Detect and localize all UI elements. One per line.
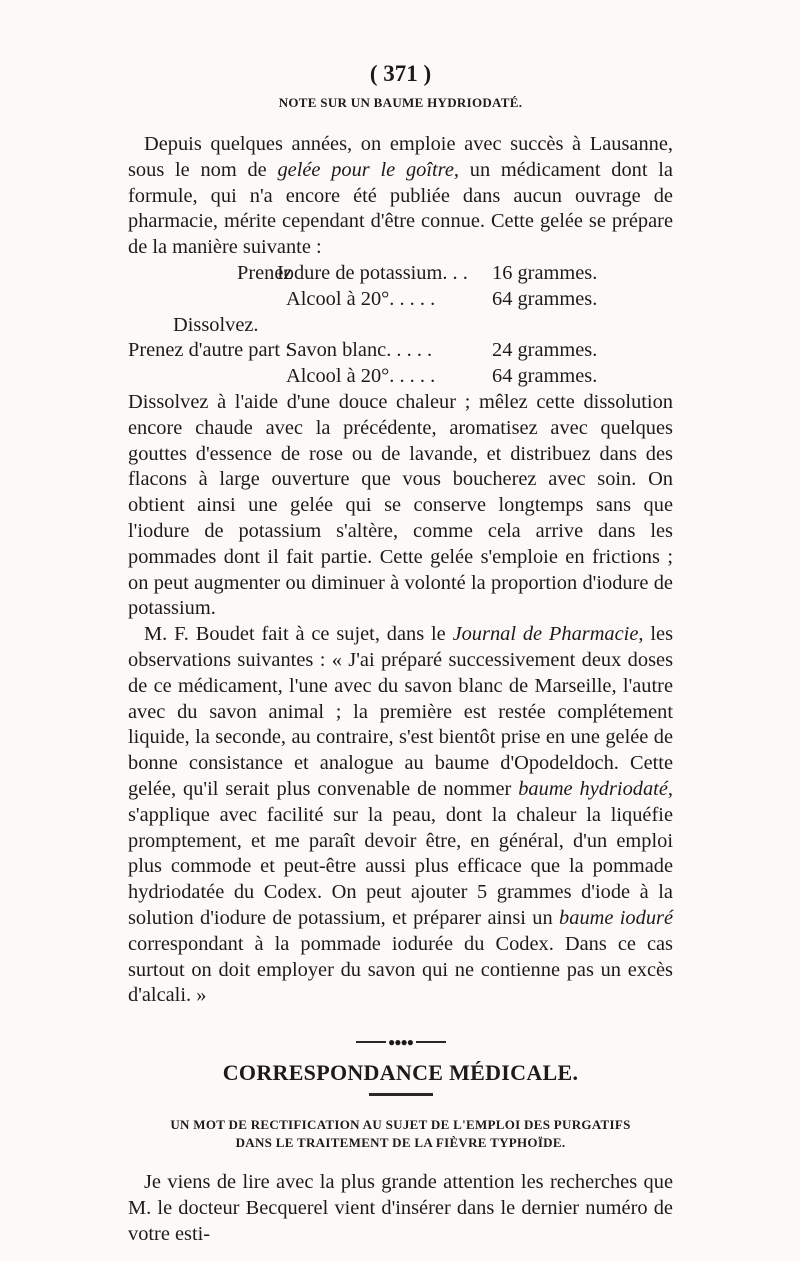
recipe-label: Dissolvez. [173,313,259,336]
baume-iodure-italic: baume ioduré [559,906,673,929]
journal-name-italic: Journal de Pharmacie [452,623,639,646]
recipe-ingredient: Savon blanc. . . . . [286,339,433,362]
recipe-quantity: 24 grammes. [492,339,598,362]
paragraph-boudet-text-d: correspondant à la pommade iodurée du Codex. Dans ce cas surtout on doit employer du savon qui ne contienne pas un excès d'alcali. » [128,932,673,1007]
recipe-row [128,287,673,313]
recipe-label: Prenez [237,261,293,284]
baume-hydriodate-italic: baume hydriodaté [518,777,668,800]
paragraph-boudet-text-b: , les observations suivantes : « J'ai préparé successivement deux doses de ce médicament, l'une avec du savon blanc de Marseille, l'autre avec du savon animal ; la première est restée complétement liquide, la seconde, au contraire, s'est bientôt prise en une gelée de bonne consistance et analogue au baume d'Opodeldoch. Cette gelée, qu'il serait plus convenable de nommer [128,623,673,800]
remedy-name-italic: gelée pour le goître [277,158,454,181]
recipe-row [128,313,673,339]
recipe-ingredient: Alcool à 20°. . . . . [286,365,436,388]
recipe-label: Prenez d'autre part : [128,339,291,362]
paragraph-preparation: Dissolvez à l'aide d'une douce chaleur ; mêlez cette dissolution encore chaude avec la précédente, aromatisez avec quelques gouttes d'essence de rose ou de lavande, et distribuez dans des flacons à large ouverture que vous boucherez avec soin. On obtient ainsi une gelée qui se conserve longtemps sans que l'iodure de potassium s'altère, comme cela arrive dans les pommades dont il fait partie. Cette gelée s'emploie en frictions ; on peut augmenter ou diminuer à volonté la proportion d'iodure de potassium. [128,390,673,620]
page-number: ( 371 ) [369,61,432,86]
recipe-row [128,364,673,390]
recipe-row [128,261,673,287]
paragraph-intro-text-a: Depuis quelques années, on emploie avec succès à Lausanne, sous le nom de [128,133,673,181]
recipe-label [128,364,286,390]
paragraph-boudet [128,622,673,1009]
recipe-block [128,261,673,390]
section-rule [369,1093,433,1096]
paragraph-boudet-text-c: , s'applique avec facilité sur la peau, dont la chaleur la liquéfie promptement, et me paraît devoir être, en général, d'un emploi plus commode et peut-être aussi plus efficace que la pommade hydriodatée du Codex. On peut ajouter 5 grammes d'iode à la solution d'iodure de potassium, et préparer ainsi un [128,777,673,929]
recipe-quantity: 64 grammes. [492,287,598,310]
article-subtitle [128,1116,673,1152]
recipe-ingredient: Iodure de potassium. . . [277,261,468,284]
recipe-ingredient: Alcool à 20°. . . . . [286,287,436,310]
recipe-quantity: 64 grammes. [492,365,598,388]
paragraph-letter: Je viens de lire avec la plus grande attention les recherches que M. le docteur Becquerel vient d'insérer dans le dernier numéro de votre esti- [128,1171,673,1245]
note-title: NOTE SUR UN BAUME HYDRIODATÉ. [278,95,523,110]
ornament-dots-icon: ●●●● [386,1037,416,1047]
section-title: CORRESPONDANCE MÉDICALE. [222,1060,579,1086]
paragraph-intro [128,132,673,261]
recipe-row [128,338,673,364]
paragraph-intro-text-b: , un médicament dont la formule, qui n'a encore été publiée dans aucun ouvrage de pharmacie, mérite cependant d'être connue. Cette gelée se prépare de la manière suivante : [128,158,673,259]
recipe-label [128,287,286,313]
recipe-quantity: 16 grammes. [492,261,598,284]
article-subtitle-line-2: DANS LE TRAITEMENT DE LA FIÈVRE TYPHOÏDE. [235,1135,566,1151]
article-subtitle-line-1: UN MOT DE RECTIFICATION AU SUJET DE L'EMPLOI DES PURGATIFS [170,1117,631,1133]
document-page [128,58,673,1245]
ornament-divider [356,1035,446,1050]
paragraph-boudet-text-a: M. F. Boudet fait à ce sujet, dans le [144,623,453,646]
